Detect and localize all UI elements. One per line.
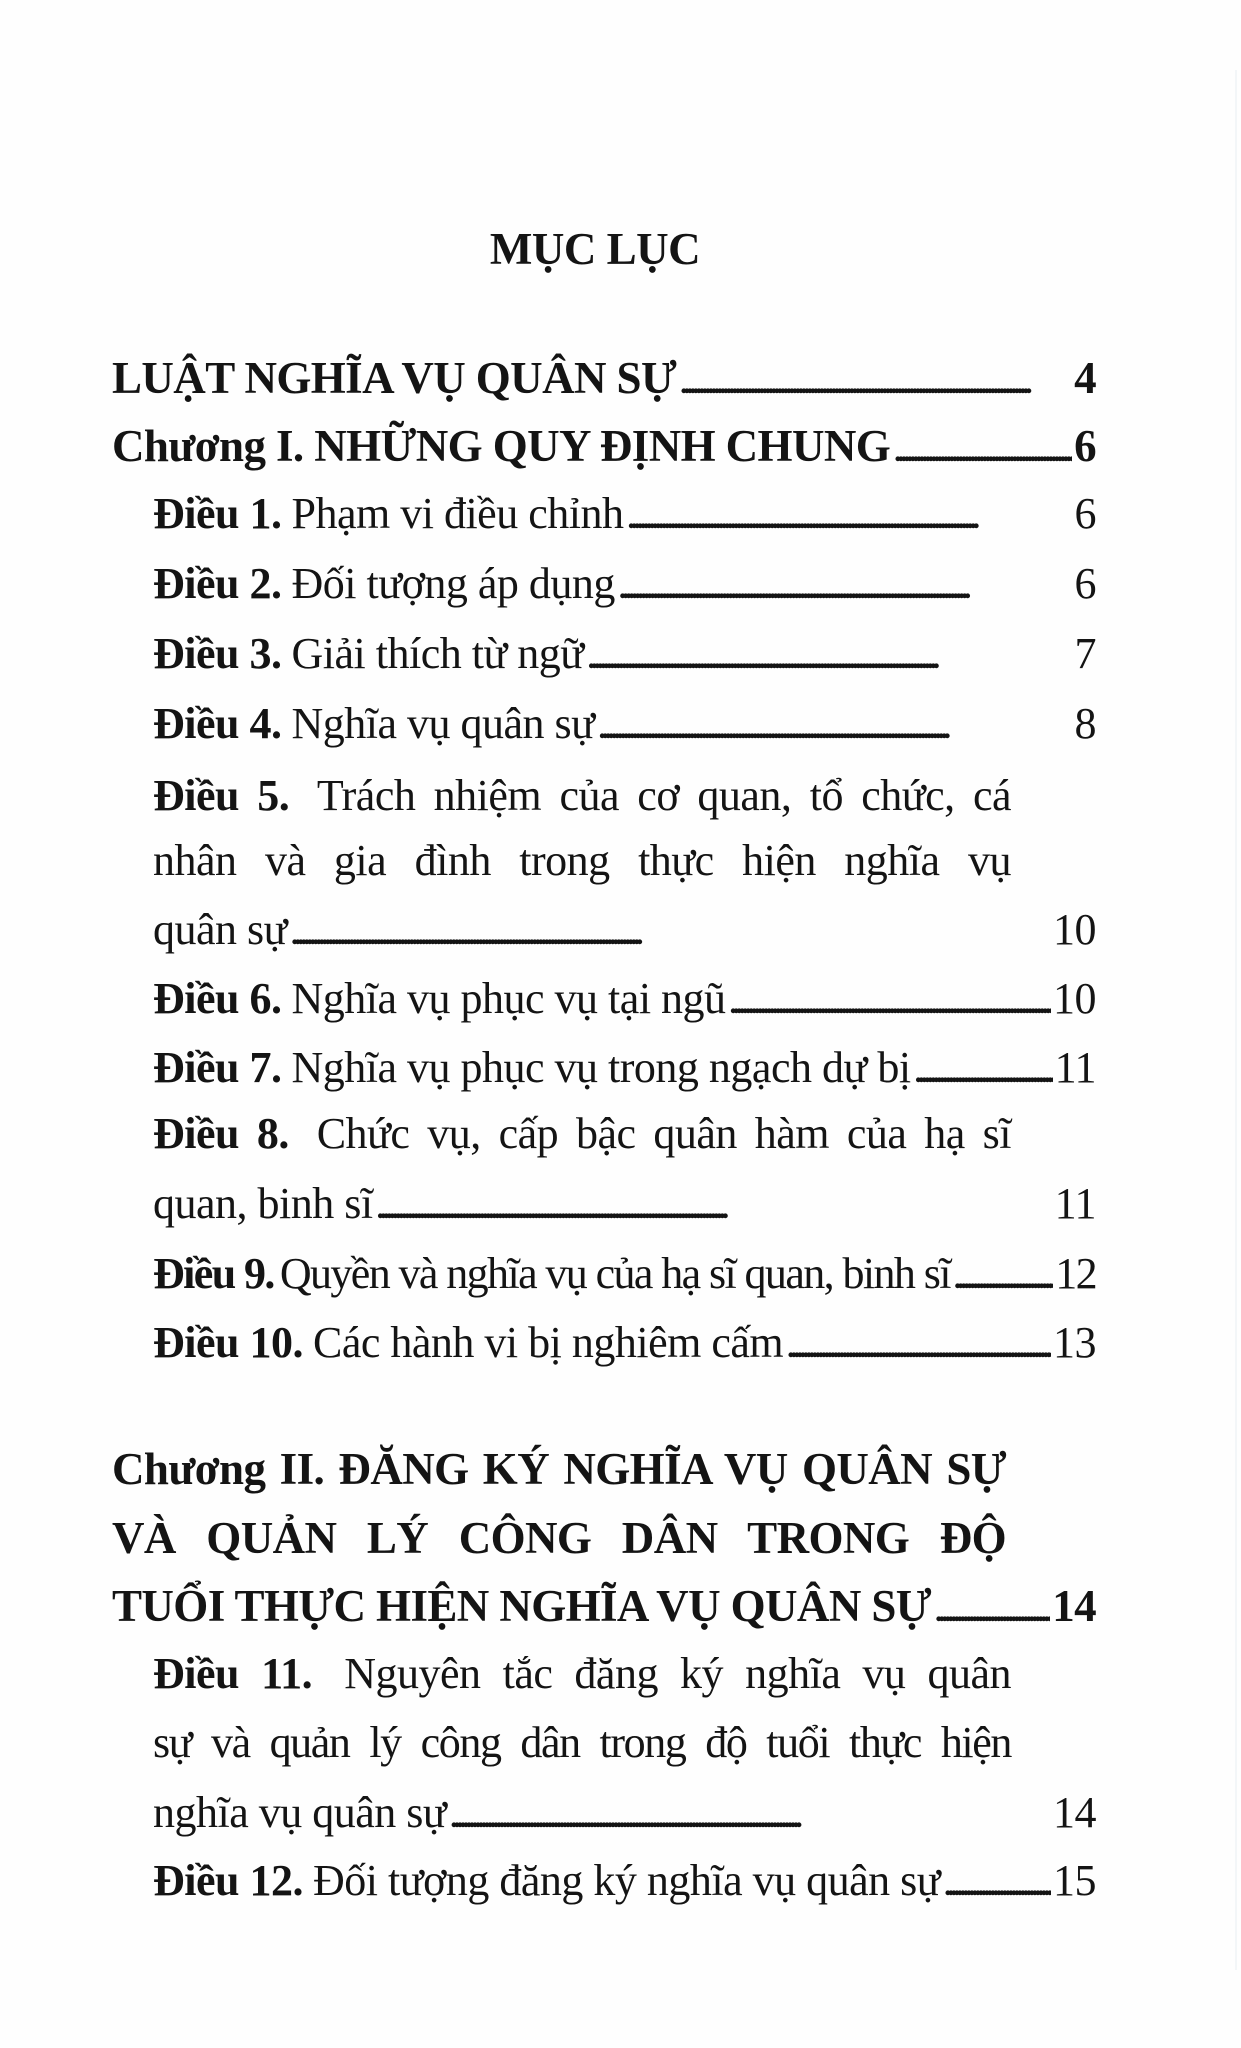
toc-entry-text: quan, binh sĩ — [153, 1179, 373, 1228]
toc-entry-chapter-1[interactable] — [112, 412, 1096, 480]
toc-page-number: 14 — [1052, 1581, 1096, 1631]
toc-entry-article-4[interactable] — [153, 690, 1096, 758]
article-label: Điều 6. — [153, 974, 282, 1023]
dot-leader — [291, 896, 1051, 969]
toc-page-number: 6 — [1074, 489, 1096, 538]
toc-entry-text: Chương I. NHỮNG QUY ĐỊNH CHUNG — [112, 421, 891, 471]
article-label: Điều 7. — [153, 1043, 282, 1092]
article-label: Điều 5. — [153, 771, 290, 820]
toc-entry-text: Trách nhiệm của cơ quan, tổ chức, cá — [316, 771, 1012, 820]
toc-entry-text: quân sự — [153, 905, 287, 954]
toc-page-number: 13 — [1053, 1318, 1096, 1367]
toc-page-number: 11 — [1054, 1043, 1096, 1092]
toc-entry-article-11-line-1[interactable] — [153, 1640, 1011, 1708]
toc-entry-text: Nguyên tắc đăng ký nghĩa vụ quân — [344, 1649, 1012, 1698]
toc-entry-article-12[interactable] — [153, 1847, 1096, 1915]
dot-leader — [450, 1779, 1051, 1852]
toc-entry-article-5-line-1[interactable] — [153, 762, 1011, 830]
toc-entry-article-1[interactable] — [153, 480, 1096, 548]
toc-entry-text: Các hành vi bị nghiêm cấm — [313, 1318, 784, 1367]
toc-entry-article-11-line-3[interactable] — [153, 1779, 1096, 1847]
dot-leader — [730, 965, 1051, 1038]
toc-entry-text: Chức vụ, cấp bậc quân hàm của hạ sĩ — [316, 1109, 1011, 1158]
toc-page-number: 11 — [1054, 1179, 1096, 1228]
dot-leader — [377, 1170, 1053, 1243]
toc-entry-text: Chương II. ĐĂNG KÝ NGHĨA VỤ QUÂN SỰ — [112, 1444, 1006, 1494]
toc-entry-text: Nghĩa vụ phục vụ tại ngũ — [291, 974, 726, 1023]
dot-leader — [915, 1034, 1053, 1107]
article-label: Điều 11. — [153, 1649, 313, 1698]
dot-leader — [787, 1309, 1051, 1382]
toc-entry-text: Giải thích từ ngữ — [291, 629, 584, 678]
article-label: Điều 8. — [153, 1109, 289, 1158]
article-label: Điều 4. — [153, 699, 282, 748]
toc-entry-article-9[interactable] — [153, 1240, 1096, 1308]
page-edge-shadow — [1235, 70, 1237, 1970]
dot-leader — [894, 412, 1072, 486]
toc-page-number: 12 — [1055, 1249, 1096, 1298]
article-label: Điều 12. — [153, 1856, 303, 1905]
toc-page-number: 6 — [1074, 559, 1096, 608]
page-title: MỤC LỤC — [489, 224, 701, 274]
toc-entry-article-3[interactable] — [153, 620, 1096, 688]
toc-page-number: 6 — [1074, 421, 1096, 471]
dot-leader — [935, 1572, 1050, 1646]
toc-entry-text: Nghĩa vụ quân sự — [291, 699, 595, 748]
article-label: Điều 3. — [153, 629, 282, 678]
toc-entry-text: Đối tượng áp dụng — [291, 559, 615, 608]
dot-leader — [944, 1847, 1051, 1920]
dot-leader — [680, 344, 1072, 418]
toc-page-number: 7 — [1074, 629, 1096, 678]
toc-entry-text: LUẬT NGHĨA VỤ QUÂN SỰ — [112, 353, 677, 403]
toc-entry-article-8-line-1[interactable] — [153, 1100, 1011, 1168]
toc-page-number: 4 — [1074, 353, 1096, 403]
toc-entry-law-title[interactable] — [112, 344, 1096, 412]
article-label: Điều 9. — [153, 1249, 274, 1298]
article-label: Điều 1. — [153, 489, 282, 538]
toc-entry-article-2[interactable] — [153, 550, 1096, 618]
article-label: Điều 2. — [153, 559, 282, 608]
toc-page-number: 10 — [1053, 905, 1096, 954]
toc-entry-chapter-2-line-2[interactable] — [112, 1504, 1006, 1572]
toc-entry-text: VÀ QUẢN LÝ CÔNG DÂN TRONG ĐỘ — [112, 1513, 1006, 1563]
toc-entry-article-8-line-2[interactable] — [153, 1170, 1096, 1238]
toc-page-number: 8 — [1074, 699, 1096, 748]
toc-entry-text: Nghĩa vụ phục vụ trong ngạch dự bị — [291, 1043, 911, 1092]
toc-entry-text: Quyền và nghĩa vụ của hạ sĩ quan, binh sĩ — [279, 1249, 950, 1298]
toc-page-number: 14 — [1053, 1788, 1096, 1837]
toc-entry-chapter-2-line-1[interactable] — [112, 1435, 1006, 1503]
toc-page-number: 10 — [1053, 974, 1096, 1023]
toc-entry-article-10[interactable] — [153, 1309, 1096, 1377]
toc-entry-text: nghĩa vụ quân sự — [153, 1788, 447, 1837]
dot-leader — [627, 480, 1072, 553]
dot-leader — [619, 550, 1073, 623]
toc-entry-article-5-line-3[interactable] — [153, 896, 1096, 964]
toc-entry-text: Đối tượng đăng ký nghĩa vụ quân sự — [313, 1856, 941, 1905]
article-label: Điều 10. — [153, 1318, 303, 1367]
dot-leader — [599, 690, 1073, 763]
toc-entry-text: Phạm vi điều chỉnh — [291, 489, 624, 538]
toc-entry-article-6[interactable] — [153, 965, 1096, 1033]
toc-entry-text: TUỔI THỰC HIỆN NGHĨA VỤ QUÂN SỰ — [112, 1581, 932, 1631]
toc-entry-article-7[interactable] — [153, 1034, 1096, 1102]
toc-entry-text: sự và quản lý công dân trong độ tuổi thực hiện — [153, 1718, 1011, 1767]
dot-leader — [954, 1240, 1053, 1313]
toc-page-number: 15 — [1053, 1856, 1096, 1905]
dot-leader — [588, 620, 1073, 693]
toc-entry-article-5-line-2[interactable] — [153, 827, 1011, 895]
toc-entry-text: nhân và gia đình trong thực hiện nghĩa vụ — [153, 836, 1011, 885]
toc-entry-chapter-2-line-3[interactable] — [112, 1572, 1096, 1640]
toc-entry-article-11-line-2[interactable] — [153, 1709, 1011, 1777]
